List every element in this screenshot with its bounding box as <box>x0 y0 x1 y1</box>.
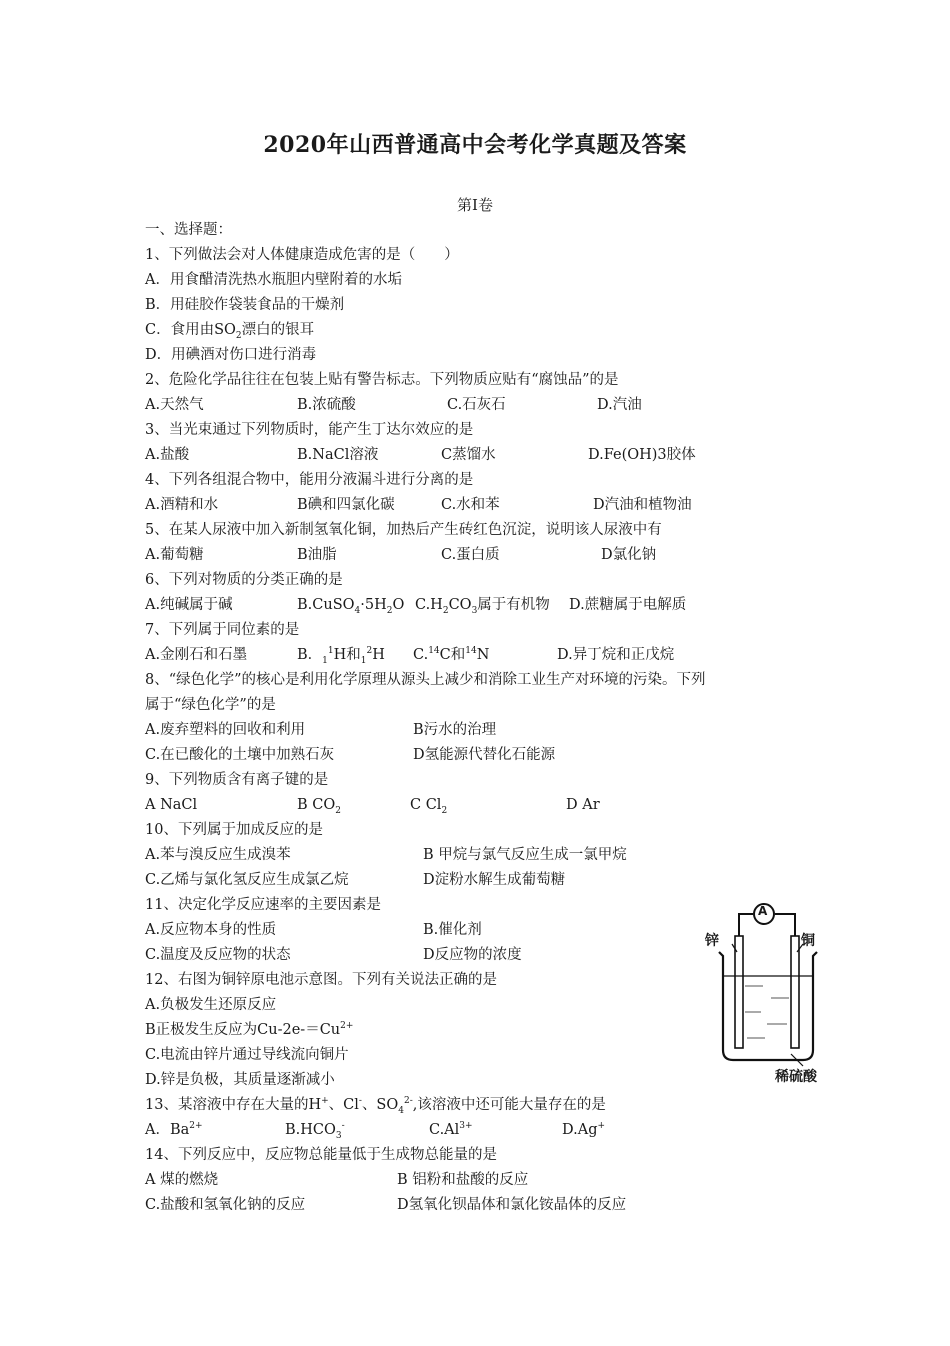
copper-electrode <box>791 936 799 1048</box>
q4-option-b: B碘和四氯化碳 <box>297 497 395 513</box>
ammeter-label: A <box>758 904 768 918</box>
q8-stem-continued: 属于“绿色化学”的是 <box>145 697 276 713</box>
q14-options-cd <box>145 1193 825 1218</box>
q11-stem: 11、决定化学反应速率的主要因素是 <box>145 897 381 913</box>
q9-stem: 9、下列物质含有离子键的是 <box>145 772 329 788</box>
copper-label: 铜 <box>801 933 815 949</box>
q10-option-c: C.乙烯与氯化氢反应生成氯乙烷 <box>145 872 349 888</box>
q7-options <box>145 643 825 668</box>
q5-option-d: D氯化钠 <box>601 547 657 563</box>
q8-options-ab <box>145 718 825 743</box>
zinc-label: 锌 <box>705 933 719 949</box>
q5-stem: 5、在某人尿液中加入新制氢氧化铜，加热后产生砖红色沉淀，说明该人尿液中有 <box>145 522 662 538</box>
q12-option-b: B正极发生反应为$Cu-2e-=Cu^{2+}$ <box>145 1021 354 1038</box>
q12-option-c: C.电流由锌片通过导线流向铜片 <box>145 1047 349 1063</box>
q2-option-d: D.汽油 <box>597 397 642 413</box>
zinc-electrode <box>735 936 743 1048</box>
q9-option-c: C $Cl_2$ <box>410 797 448 816</box>
q9-option-a: A NaCl <box>145 797 198 813</box>
q6-options <box>145 593 825 618</box>
q5-options <box>145 543 825 568</box>
q10-options-ab <box>145 843 825 868</box>
q2-stem: 2、危险化学品往往在包装上贴有警告标志。下列物质应贴有“腐蚀品”的是 <box>145 372 619 388</box>
q12-stem: 12、右图为铜锌原电池示意图。下列有关说法正确的是 <box>145 972 497 988</box>
q4-options <box>145 493 825 518</box>
q1-stem: 1、下列做法会对人体健康造成危害的是（ ） <box>145 247 459 263</box>
q14-option-c: C.盐酸和氢氧化钠的反应 <box>145 1197 306 1213</box>
q8-option-c: C.在已酸化的土壤中加熟石灰 <box>145 747 335 763</box>
q3-option-c: C蒸馏水 <box>441 447 496 463</box>
q11-option-d: D反应物的浓度 <box>423 947 522 963</box>
q4-option-a: A.酒精和水 <box>145 497 219 513</box>
q14-option-a: A 煤的燃烧 <box>145 1172 219 1188</box>
q2-option-b: B.浓硫酸 <box>297 397 356 413</box>
q11-option-c: C.温度及反应物的状态 <box>145 947 291 963</box>
q7-option-c: C.$^{14}$C和$^{14}$N <box>413 646 490 663</box>
q2-option-a: A.天然气 <box>145 397 204 413</box>
galvanic-cell-diagram <box>705 900 835 1090</box>
q9-option-d: D Ar <box>566 797 600 813</box>
q13-stem: 13、某溶液中存在大量的H+、Cl-、$SO_4^{2-}$,该溶液中还可能大量存在的是 <box>145 1096 606 1116</box>
q9-options <box>145 793 825 818</box>
galvanic-cell-drawing <box>705 900 835 1090</box>
q1-option-b: B．用硅胶作袋装食品的干燥剂 <box>145 297 345 313</box>
q7-option-b: B．$_1^1$H和$_1^2$H <box>297 646 385 666</box>
q3-options <box>145 443 825 468</box>
q2-option-c: C.石灰石 <box>447 397 506 413</box>
q4-option-c: C.水和苯 <box>441 497 500 513</box>
q1-option-c: C．食用由$SO_2$漂白的银耳 <box>145 322 315 341</box>
q1-option-d: D．用碘酒对伤口进行消毒 <box>145 347 317 363</box>
page-title: 2020年山西普通高中会考化学真题及答案 <box>263 132 687 158</box>
q10-option-d: D淀粉水解生成葡萄糖 <box>423 872 566 888</box>
q13-option-c: $C.Al^{3+}$ <box>429 1121 473 1138</box>
q13-options <box>145 1118 825 1143</box>
q13-option-a: A．$Ba^{2+}$ <box>145 1121 203 1138</box>
q14-stem: 14、下列反应中，反应物总能量低于生成物总能量的是 <box>145 1147 497 1163</box>
q8-option-b: B污水的治理 <box>413 722 497 738</box>
q14-options-ab <box>145 1168 825 1193</box>
q8-option-a: A.废弃塑料的回收和利用 <box>145 722 306 738</box>
q8-option-d: D氢能源代替化石能源 <box>413 747 556 763</box>
q3-option-b: B.NaCl溶液 <box>297 447 379 463</box>
q13-option-d: D.Ag+ <box>562 1121 606 1138</box>
q14-option-b: B 铝粉和盐酸的反应 <box>397 1172 529 1188</box>
q4-option-d: D汽油和植物油 <box>593 497 692 513</box>
q7-stem: 7、下列属于同位素的是 <box>145 622 300 638</box>
q10-options-cd <box>145 868 825 893</box>
q4-stem: 4、下列各组混合物中，能用分液漏斗进行分离的是 <box>145 472 474 488</box>
q7-option-d: D.异丁烷和正戊烷 <box>557 647 675 663</box>
q11-option-a: A.反应物本身的性质 <box>145 922 277 938</box>
q10-stem: 10、下列属于加成反应的是 <box>145 822 323 838</box>
part-heading: 一、选择题： <box>145 222 232 238</box>
q6-option-a: A.纯碱属于碱 <box>145 597 233 613</box>
acid-label: 稀硫酸 <box>775 1069 817 1085</box>
q8-options-cd <box>145 743 825 768</box>
q1-option-a: A．用食醋清洗热水瓶胆内壁附着的水垢 <box>145 272 402 288</box>
q3-option-a: A.盐酸 <box>145 447 190 463</box>
q3-stem: 3、当光束通过下列物质时，能产生丁达尔效应的是 <box>145 422 474 438</box>
q5-option-c: C.蛋白质 <box>441 547 500 563</box>
q13-option-b: $B.HCO_3^-$ <box>285 1121 345 1141</box>
q10-option-b: B 甲烷与氯气反应生成一氯甲烷 <box>423 847 627 863</box>
q11-option-b: B.催化剂 <box>423 922 482 938</box>
q12-option-a: A.负极发生还原反应 <box>145 997 277 1013</box>
q10-option-a: A.苯与溴反应生成溴苯 <box>145 847 291 863</box>
q5-option-a: A.葡萄糖 <box>145 547 204 563</box>
q14-option-d: D氢氧化钡晶体和氯化铵晶体的反应 <box>397 1197 627 1213</box>
beaker <box>719 952 817 1060</box>
section-heading: 第Ⅰ卷 <box>457 196 493 214</box>
q5-option-b: B油脂 <box>297 547 337 563</box>
q6-option-d: D.蔗糖属于电解质 <box>569 597 687 613</box>
q6-option-c: $C.H_2CO_3$属于有机物 <box>415 597 550 616</box>
q12-option-d: D.锌是负极，其质量逐渐减小 <box>145 1072 335 1088</box>
q3-option-d: D.Fe(OH)3胶体 <box>588 447 696 463</box>
q9-option-b: B $CO_2$ <box>297 797 341 816</box>
q6-option-b: $B.CuSO_4\cdot 5H_2O$ <box>297 597 405 616</box>
q8-stem: 8、“绿色化学”的核心是利用化学原理从源头上减少和消除工业生产对环境的污染。下列 <box>145 672 706 688</box>
q2-options <box>145 393 825 418</box>
q7-option-a: A.金刚石和石墨 <box>145 647 248 663</box>
q6-stem: 6、下列对物质的分类正确的是 <box>145 572 343 588</box>
